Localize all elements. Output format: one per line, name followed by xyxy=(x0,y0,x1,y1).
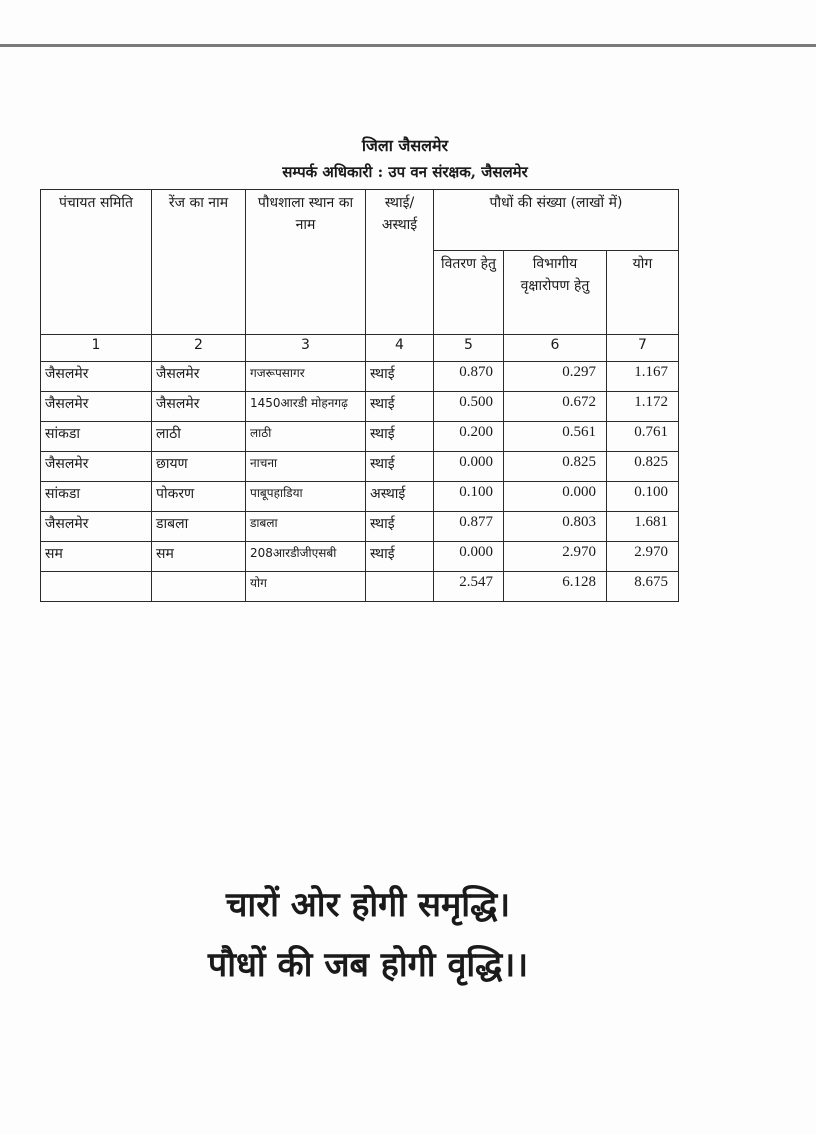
grand-total: 8.675 xyxy=(607,572,679,602)
table-row xyxy=(41,512,679,542)
cell-nursery: गजरूपसागर xyxy=(246,362,366,392)
column-number-row xyxy=(41,335,679,362)
cell-plantation: 0.561 xyxy=(504,422,607,452)
nursery-table xyxy=(40,189,679,602)
cell-plantation: 0.825 xyxy=(504,452,607,482)
cell-type: स्थाई xyxy=(366,512,434,542)
cell-nursery: 1450आरडी मोहनगढ़ xyxy=(246,392,366,422)
cell-distribution: 0.100 xyxy=(434,482,504,512)
cell-empty xyxy=(366,572,434,602)
cell-panchayat: सांकडा xyxy=(41,482,152,512)
document-title: जिला जैसलमेर xyxy=(361,136,449,155)
header-total: योग xyxy=(607,251,679,335)
cell-type: स्थाई xyxy=(366,452,434,482)
column-number: 5 xyxy=(434,335,504,362)
cell-range: छायण xyxy=(152,452,246,482)
document-subtitle: सम्पर्क अधिकारी : उप वन संरक्षक, जैसलमेर xyxy=(282,163,528,181)
total-row xyxy=(41,572,679,602)
cell-range: लाठी xyxy=(152,422,246,452)
header-plantation: विभागीय वृक्षारोपण हेतु xyxy=(504,251,607,335)
top-divider xyxy=(0,44,816,47)
column-number: 4 xyxy=(366,335,434,362)
header-nursery: पौधशाला स्थान का नाम xyxy=(246,190,366,335)
cell-plantation: 2.970 xyxy=(504,542,607,572)
cell-type: स्थाई xyxy=(366,362,434,392)
cell-type: अस्थाई xyxy=(366,482,434,512)
cell-total: 0.825 xyxy=(607,452,679,482)
cell-total: 1.681 xyxy=(607,512,679,542)
total-distribution: 2.547 xyxy=(434,572,504,602)
cell-panchayat: जैसलमेर xyxy=(41,452,152,482)
column-number: 2 xyxy=(152,335,246,362)
cell-total: 1.167 xyxy=(607,362,679,392)
cell-plantation: 0.000 xyxy=(504,482,607,512)
table-row xyxy=(41,392,679,422)
header-distribution: वितरण हेतु xyxy=(434,251,504,335)
table-row xyxy=(41,542,679,572)
cell-range: पोकरण xyxy=(152,482,246,512)
cell-range: डाबला xyxy=(152,512,246,542)
cell-nursery: नाचना xyxy=(246,452,366,482)
cell-plantation: 0.297 xyxy=(504,362,607,392)
cell-nursery: लाठी xyxy=(246,422,366,452)
cell-distribution: 0.877 xyxy=(434,512,504,542)
header-panchayat: पंचायत समिति xyxy=(41,190,152,335)
table-header-row xyxy=(41,190,679,251)
cell-panchayat: सम xyxy=(41,542,152,572)
cell-range: जैसलमेर xyxy=(152,362,246,392)
cell-type: स्थाई xyxy=(366,392,434,422)
cell-total: 0.100 xyxy=(607,482,679,512)
total-label: योग xyxy=(246,572,366,602)
cell-nursery: डाबला xyxy=(246,512,366,542)
cell-empty xyxy=(41,572,152,602)
cell-plantation: 0.672 xyxy=(504,392,607,422)
cell-range: सम xyxy=(152,542,246,572)
cell-distribution: 0.870 xyxy=(434,362,504,392)
cell-distribution: 0.000 xyxy=(434,542,504,572)
table-row xyxy=(41,452,679,482)
slogan-line-2: पौधों की जब होगी वृद्धि।। xyxy=(207,945,529,985)
cell-panchayat: जैसलमेर xyxy=(41,512,152,542)
column-number: 6 xyxy=(504,335,607,362)
cell-panchayat: सांकडा xyxy=(41,422,152,452)
cell-total: 0.761 xyxy=(607,422,679,452)
cell-type: स्थाई xyxy=(366,542,434,572)
cell-distribution: 0.500 xyxy=(434,392,504,422)
cell-panchayat: जैसलमेर xyxy=(41,392,152,422)
cell-empty xyxy=(152,572,246,602)
cell-total: 1.172 xyxy=(607,392,679,422)
cell-nursery: 208आरडीजीएसबी xyxy=(246,542,366,572)
table-row xyxy=(41,362,679,392)
header-type: स्थाई/ अस्थाई xyxy=(366,190,434,335)
header-plant-count: पौधों की संख्या (लाखों में) xyxy=(434,190,679,251)
cell-type: स्थाई xyxy=(366,422,434,452)
column-number: 1 xyxy=(41,335,152,362)
total-plantation: 6.128 xyxy=(504,572,607,602)
table-row xyxy=(41,482,679,512)
table-row xyxy=(41,422,679,452)
cell-range: जैसलमेर xyxy=(152,392,246,422)
cell-panchayat: जैसलमेर xyxy=(41,362,152,392)
header-range: रेंज का नाम xyxy=(152,190,246,335)
cell-plantation: 0.803 xyxy=(504,512,607,542)
column-number: 3 xyxy=(246,335,366,362)
cell-total: 2.970 xyxy=(607,542,679,572)
column-number: 7 xyxy=(607,335,679,362)
cell-nursery: पाबूपहाडिया xyxy=(246,482,366,512)
slogan-line-1: चारों ओर होगी समृद्धि। xyxy=(225,885,511,925)
cell-distribution: 0.000 xyxy=(434,452,504,482)
cell-distribution: 0.200 xyxy=(434,422,504,452)
